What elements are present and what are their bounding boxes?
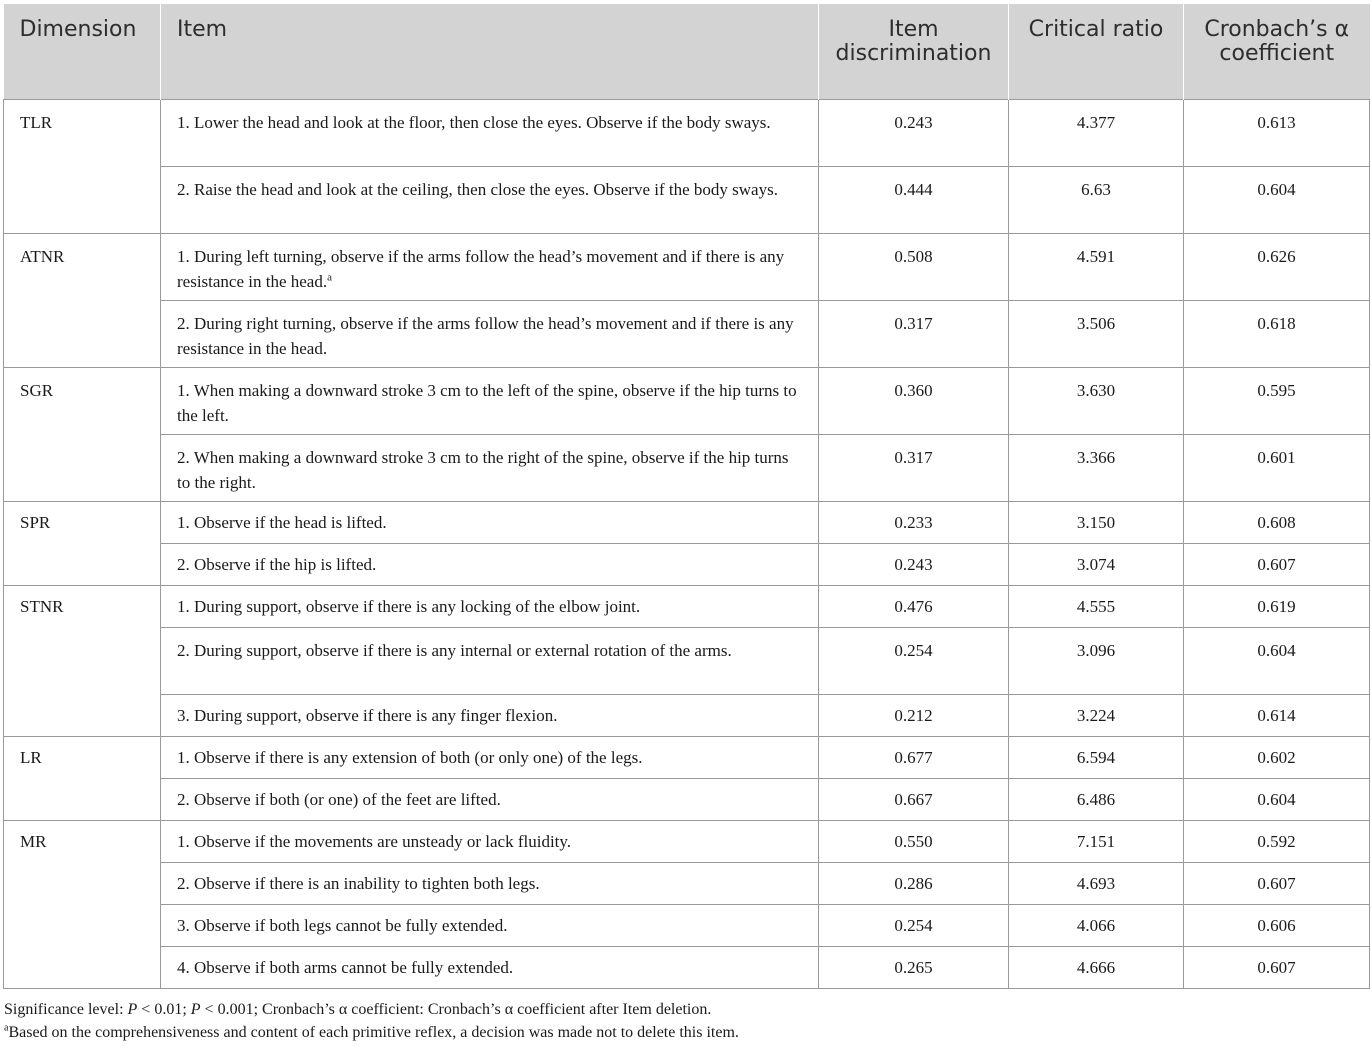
critical-ratio-cell: 3.074 [1009,543,1184,585]
item-cell [161,820,819,862]
dimension-cell: TLR [4,99,161,233]
footnote-text: < 0.01; [137,1001,191,1018]
item-text: 4. Observe if both arms cannot be fully extended. [177,957,514,977]
item-cell [161,694,819,736]
item-cell [161,627,819,694]
table-row [4,501,1370,543]
cronbach-alpha-cell: 0.595 [1184,367,1370,434]
item-cell [161,778,819,820]
cronbach-alpha-cell: 0.619 [1184,585,1370,627]
table-row [4,627,1370,694]
cronbach-alpha-cell: 0.607 [1184,543,1370,585]
critical-ratio-cell: 3.630 [1009,367,1184,434]
table-row [4,543,1370,585]
critical-ratio-cell: 7.151 [1009,820,1184,862]
footnote-marker: a [4,1022,9,1034]
table-row [4,99,1370,166]
table-row [4,862,1370,904]
item-text: 2. Observe if there is an inability to tighten both legs. [177,873,540,893]
dimension-cell: STNR [4,585,161,736]
item-discrimination-cell: 0.444 [819,166,1009,233]
header-item-discrimination: Item discrimination [819,4,1009,99]
item-text: 3. During support, observe if there is any finger flexion. [177,705,558,725]
item-discrimination-cell: 0.243 [819,543,1009,585]
table-row [4,233,1370,300]
item-discrimination-cell: 0.550 [819,820,1009,862]
footnote-significance [4,1001,711,1019]
table-row [4,300,1370,367]
cronbach-alpha-cell: 0.608 [1184,501,1370,543]
critical-ratio-cell: 3.224 [1009,694,1184,736]
header-row [4,4,1370,99]
item-discrimination-cell: 0.317 [819,434,1009,501]
footnote-a [4,1024,739,1042]
footnote-marker: a [327,270,332,283]
table-row [4,736,1370,778]
item-text: 1. Lower the head and look at the floor, then close the eyes. Observe if the body sways. [177,112,771,132]
critical-ratio-cell: 3.366 [1009,434,1184,501]
critical-ratio-cell: 6.594 [1009,736,1184,778]
table-row [4,820,1370,862]
table-row [4,585,1370,627]
item-cell [161,233,819,300]
cronbach-alpha-cell: 0.626 [1184,233,1370,300]
item-cell [161,543,819,585]
critical-ratio-cell: 3.096 [1009,627,1184,694]
critical-ratio-cell: 3.506 [1009,300,1184,367]
dimension-cell: SPR [4,501,161,585]
critical-ratio-cell: 4.666 [1009,946,1184,988]
cronbach-alpha-cell: 0.607 [1184,862,1370,904]
header-item: Item [161,4,819,99]
item-cell [161,166,819,233]
item-cell [161,434,819,501]
header-cronbach-alpha: Cronbach’s α coefficient [1184,4,1370,99]
item-discrimination-cell: 0.476 [819,585,1009,627]
item-text: 2. Observe if both (or one) of the feet are lifted. [177,789,501,809]
item-discrimination-cell: 0.317 [819,300,1009,367]
item-cell [161,862,819,904]
item-cell [161,904,819,946]
table-row [4,946,1370,988]
item-text: 1. During left turning, observe if the arms follow the head’s movement and if there is any resistance in the head. [177,246,785,291]
cronbach-alpha-cell: 0.601 [1184,434,1370,501]
critical-ratio-cell: 4.693 [1009,862,1184,904]
critical-ratio-cell: 4.066 [1009,904,1184,946]
header-dimension: Dimension [4,4,161,99]
dimension-cell: SGR [4,367,161,501]
dimension-cell: LR [4,736,161,820]
item-text: 1. Observe if the head is lifted. [177,512,387,532]
header-critical-ratio: Critical ratio [1009,4,1184,99]
critical-ratio-cell: 6.63 [1009,166,1184,233]
footnote-p: P [127,1001,138,1018]
table-row [4,166,1370,233]
table-row [4,367,1370,434]
item-text: 2. Observe if the hip is lifted. [177,554,377,574]
item-text: 2. When making a downward stroke 3 cm to the right of the spine, observe if the hip turns to the right. [177,447,789,492]
item-cell [161,946,819,988]
cronbach-alpha-cell: 0.604 [1184,166,1370,233]
critical-ratio-cell: 4.377 [1009,99,1184,166]
footnote-text: Significance level: [4,1001,128,1018]
critical-ratio-cell: 3.150 [1009,501,1184,543]
item-text: 1. During support, observe if there is any locking of the elbow joint. [177,596,641,616]
item-discrimination-cell: 0.286 [819,862,1009,904]
item-discrimination-cell: 0.254 [819,627,1009,694]
item-discrimination-cell: 0.243 [819,99,1009,166]
critical-ratio-cell: 4.555 [1009,585,1184,627]
critical-ratio-cell: 4.591 [1009,233,1184,300]
item-text: 3. Observe if both legs cannot be fully extended. [177,915,508,935]
item-discrimination-cell: 0.677 [819,736,1009,778]
dimension-cell: ATNR [4,233,161,367]
footnote-text: < 0.001; Cronbach’s α coefficient: Cronbach’s α coefficient after Item deletion. [200,1001,712,1018]
cronbach-alpha-cell: 0.613 [1184,99,1370,166]
item-discrimination-cell: 0.667 [819,778,1009,820]
cronbach-alpha-cell: 0.606 [1184,904,1370,946]
footnote-p: P [190,1001,201,1018]
cronbach-alpha-cell: 0.592 [1184,820,1370,862]
dimension-cell: MR [4,820,161,988]
item-discrimination-cell: 0.265 [819,946,1009,988]
item-cell [161,736,819,778]
table-row [4,778,1370,820]
table-row [4,904,1370,946]
table-row [4,694,1370,736]
item-discrimination-cell: 0.360 [819,367,1009,434]
item-cell [161,300,819,367]
footnote-text: Based on the comprehensiveness and content of each primitive reflex, a decision was made not to delete this item. [8,1024,739,1041]
table-row [4,434,1370,501]
cronbach-alpha-cell: 0.618 [1184,300,1370,367]
cronbach-alpha-cell: 0.614 [1184,694,1370,736]
item-discrimination-cell: 0.212 [819,694,1009,736]
item-cell [161,367,819,434]
cronbach-alpha-cell: 0.607 [1184,946,1370,988]
cronbach-alpha-cell: 0.604 [1184,778,1370,820]
item-text: 1. When making a downward stroke 3 cm to the left of the spine, observe if the hip turns to the left. [177,380,797,425]
item-text: 2. During right turning, observe if the arms follow the head’s movement and if there is any resistance in the head. [177,313,794,358]
item-cell [161,99,819,166]
item-text: 2. Raise the head and look at the ceiling, then close the eyes. Observe if the body sways. [177,179,778,199]
table-body [4,99,1370,988]
cronbach-alpha-cell: 0.604 [1184,627,1370,694]
item-discrimination-cell: 0.254 [819,904,1009,946]
item-analysis-table [3,4,1370,989]
item-cell [161,585,819,627]
cronbach-alpha-cell: 0.602 [1184,736,1370,778]
critical-ratio-cell: 6.486 [1009,778,1184,820]
item-discrimination-cell: 0.508 [819,233,1009,300]
item-text: 2. During support, observe if there is any internal or external rotation of the arms. [177,640,732,660]
item-text: 1. Observe if the movements are unsteady or lack fluidity. [177,831,572,851]
item-discrimination-cell: 0.233 [819,501,1009,543]
item-cell [161,501,819,543]
item-text: 1. Observe if there is any extension of both (or only one) of the legs. [177,747,643,767]
